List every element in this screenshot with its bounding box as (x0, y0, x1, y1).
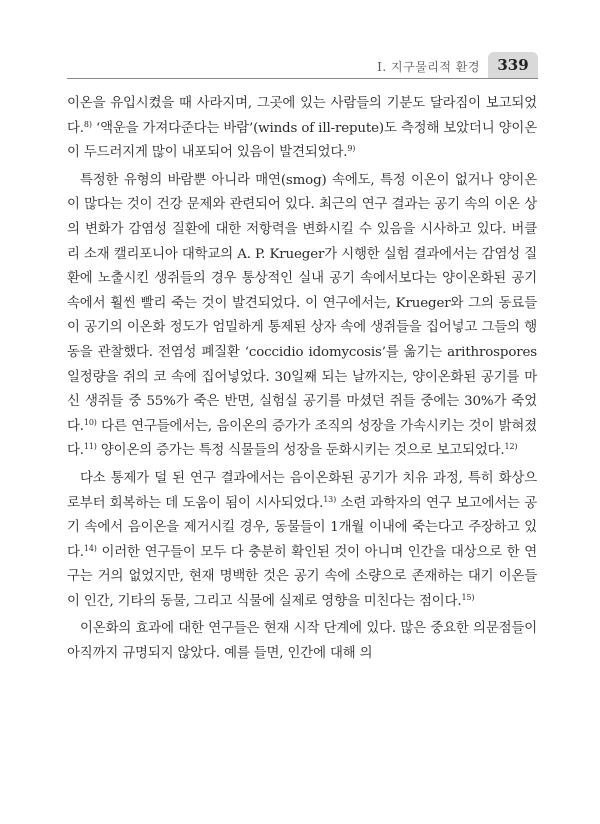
running-header (67, 52, 538, 79)
footnote-ref-14: 14) (83, 543, 97, 553)
running-title: I. 지구물리적 환경 (377, 60, 480, 74)
paragraph-4 (67, 617, 537, 666)
footnote-ref-11: 11) (83, 442, 97, 452)
footnote-ref-12: 12) (504, 442, 518, 452)
body-text (67, 92, 537, 670)
paragraph-1 (67, 92, 537, 166)
page-number: 339 (488, 52, 538, 78)
text-segment: 특정한 유형의 바람뿐 아니라 매연(smog) 속에도, 특정 이온이 없거나 양이온이 많다는 것이 건강 문제와 관련되어 있다. 최근의 연구 결과는 공기 속의 이온 상의 변화가 감염성 질환에 대한 저항력을 변화시킬 수 있음을 시사하고 있다. 버클리 소재 캘리포니아 대학교의 A. P. Krueger가 시행한 실험 결과에서는 감염성 질환에 노출시킨 생쥐들의 경우 통상적인 실내 공기 속에서보다는 양이온화된 공기 속에서 훨씬 빨리 죽는 것이 발견되었다. 이 연구에서는, Krueger와 그의 동료들이 공기의 이온화 정도가 엄밀하게 통제된 상자 속에 생쥐들을 집어넣고 그들의 행동을 관찰했다. 전염성 폐질환 ‘coccidio idomycosis’를 옮기는 arithrospores 일정량을 쥐의 코 속에 집어넣었다. 30일째 되는 날까지는, 양이온화된 공기를 마신 생쥐들 중 55%가 죽은 반면, 실험실 공기를 마셨던 쥐들 중에는 30%가 죽었다. (67, 172, 537, 434)
text-segment: 이온화의 효과에 대한 연구들은 현재 시작 단계에 있다. 많은 중요한 의문점들이 아직까지 규명되지 않았다. 예를 들면, 인간에 대해 의 (67, 621, 537, 662)
footnote-ref-8: 8) (83, 119, 92, 129)
text-segment: ‘액운을 가져다준다는 바람’(winds of ill-repute)도 측정해 보았더니 양이온이 두드러지게 많이 내포되어 있음이 발견되었다. (67, 120, 537, 161)
footnote-ref-10: 10) (83, 417, 97, 427)
footnote-ref-9: 9) (347, 144, 356, 154)
text-segment: 양이온의 증가는 특정 식물들의 성장을 둔화시키는 것으로 보고되었다. (96, 443, 505, 459)
footnote-ref-15: 15) (461, 592, 475, 602)
footnote-ref-13: 13) (323, 494, 337, 504)
text-segment: 이러한 연구들이 모두 다 충분히 확인된 것이 아니며 인간을 대상으로 한 연구는 거의 없었지만, 현재 명백한 것은 공기 속에 소량으로 존재하는 대기 이온들이 인간, 기타의 동물, 그리고 식물에 실제로 영향을 미친다는 점이다. (67, 544, 537, 609)
paragraph-2 (67, 169, 537, 464)
text-segment: 소련 과학자의 연구 보고에서는 공기 속에서 음이온을 제거시킬 경우, 동물들이 1개월 이내에 죽는다고 주장하고 있다. (67, 495, 538, 560)
text-segment: 이온을 유입시켰을 때 사라지며, 그곳에 있는 사람들의 기분도 달라짐이 보고되었다. (67, 96, 537, 136)
paragraph-3 (67, 467, 537, 615)
text-segment: 다소 통제가 덜 된 연구 결과에서는 음이온화된 공기가 치유 과정, 특히 화상으로부터 회복하는 데 도움이 됨이 시사되었다. (67, 470, 537, 511)
text-segment: 다른 연구들에서는, 음이온의 증가가 조직의 성장을 가속시키는 것이 밝혀졌다. (67, 418, 537, 459)
